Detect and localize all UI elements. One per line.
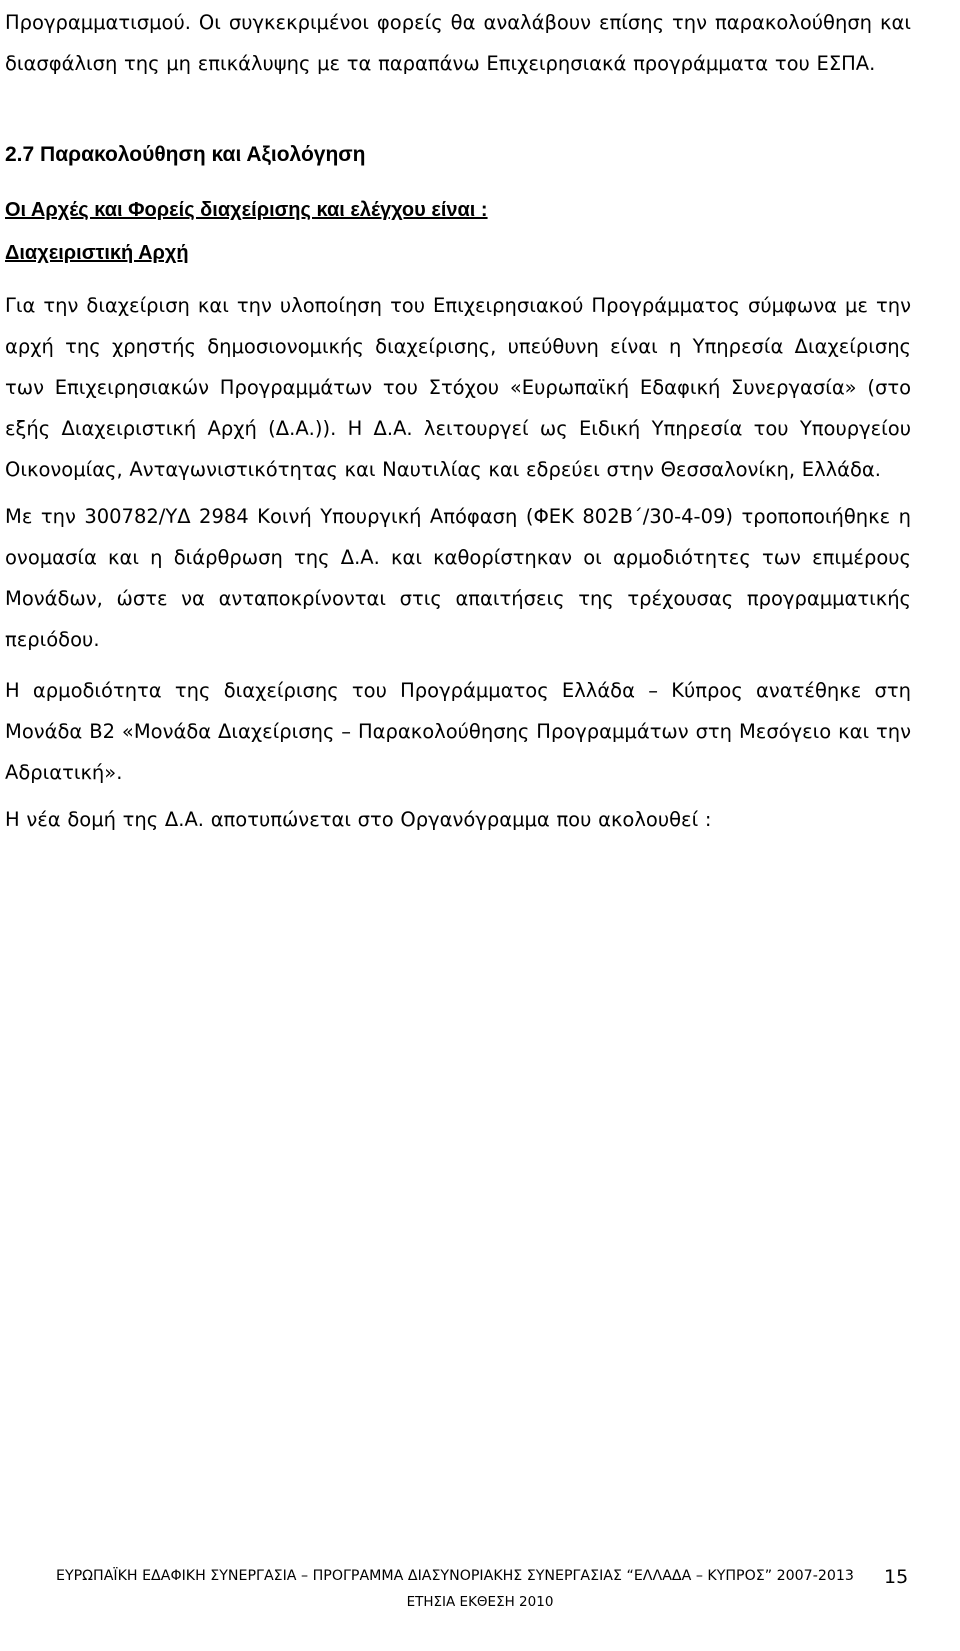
- intro-paragraph: Προγραμματισμού. Οι συγκεκριμένοι φορείς θα αναλάβουν επίσης την παρακολούθηση και διασφάλιση της μη επικάλυψης με τα παραπάνω Επιχειρησιακά προγράμματα του ΕΣΠΑ.: [5, 11, 911, 75]
- paragraph-managing-authority: Για την διαχείριση και την υλοποίηση του Επιχειρησιακού Προγράμματος σύμφωνα με την αρχή της χρηστής δημοσιονομικής διαχείρισης, υπεύθυνη είναι η Υπηρεσία Διαχείρισης των Επιχειρησιακών Προγραμμάτων του Στόχου «Ευρωπαϊκή Εδαφική Συνεργασία» (στο εξής Διαχειριστική Αρχή (Δ.Α.)). Η Δ.Α. λειτουργεί ως Ειδική Υπηρεσία του Υπουργείου Οικονομίας, Ανταγωνιστικότητας και Ναυτιλίας και εδρεύει στην Θεσσαλονίκη, Ελλάδα.: [5, 294, 911, 481]
- footer-report-line: ΕΤΗΣΙΑ ΕΚΘΕΣΗ 2010: [406, 1594, 554, 1610]
- footer-program-line: ΕΥΡΩΠΑΪΚΗ ΕΔΑΦΙΚΗ ΣΥΝΕΡΓΑΣΙΑ – ΠΡΟΓΡΑΜΜΑ ΔΙΑΣΥΝΟΡΙΑΚΗΣ ΣΥΝΕΡΓΑΣΙΑΣ “ΕΛΛΑΔΑ – ΚΥΠΡΟΣ” 2007-2013: [56, 1568, 854, 1584]
- page-number: 15: [884, 1566, 909, 1588]
- section-title: 2.7 Παρακολούθηση και Αξιολόγηση: [5, 143, 366, 166]
- authorities-subheading: Οι Αρχές και Φορείς διαχείρισης και ελέγχου είναι :: [5, 199, 488, 221]
- managing-authority-heading: Διαχειριστική Αρχή: [5, 242, 189, 264]
- paragraph-responsibility: Η αρμοδιότητα της διαχείρισης του Προγράμματος Ελλάδα – Κύπρος ανατέθηκε στη Μονάδα Β2 «Μονάδα Διαχείρισης – Παρακολούθησης Προγραμμάτων στη Μεσόγειο και την Αδριατική».: [5, 679, 911, 784]
- document-body: [5, 0, 911, 840]
- paragraph-ministerial-decision: Με την 300782/ΥΔ 2984 Κοινή Υπουργική Απόφαση (ΦΕΚ 802Β΄/30-4-09) τροποποιήθηκε η ονομασία και η διάρθρωση της Δ.Α. και καθορίστηκαν οι αρμοδιότητες των επιμέρους Μονάδων, ώστε να ανταποκρίνονται στις απαιτήσεις της τρέχουσας προγραμματικής περιόδου.: [5, 505, 911, 651]
- paragraph-new-structure: Η νέα δομή της Δ.Α. αποτυπώνεται στο Οργανόγραμμα που ακολουθεί :: [5, 808, 712, 831]
